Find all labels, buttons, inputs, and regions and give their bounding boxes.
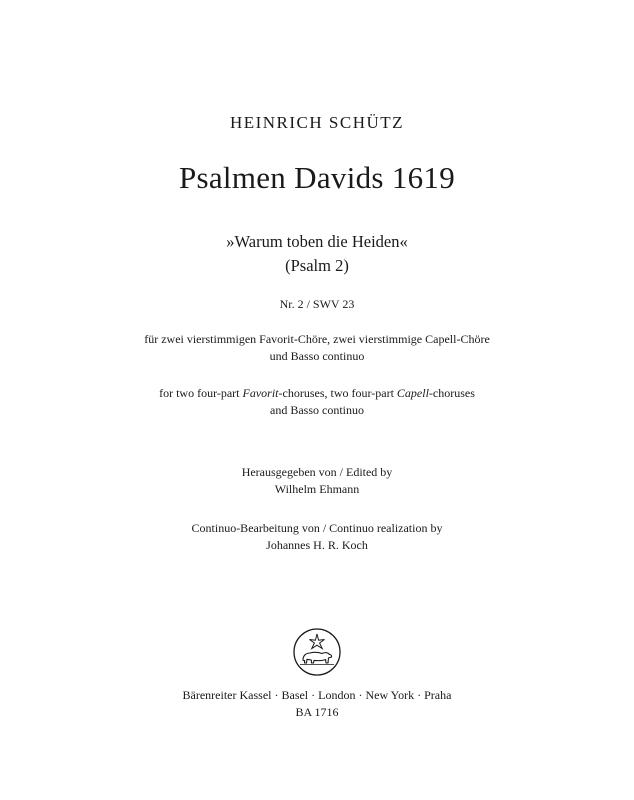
- publisher-imprint: Bärenreiter Kassel · Basel · London · New York · Praha: [182, 688, 452, 702]
- catalog-reference: Nr. 2 / SWV 23: [279, 297, 355, 311]
- scoring-english-capell: Capell: [396, 386, 429, 400]
- work-subtitle: »Warum toben die Heiden«: [226, 232, 408, 251]
- continuo-name: Johannes H. R. Koch: [266, 538, 368, 552]
- composer-name: HEINRICH SCHÜTZ: [229, 113, 405, 132]
- publisher-catalog-number: BA 1716: [295, 705, 339, 719]
- scoring-english-line-1: [0, 386, 634, 401]
- psalm-number: (Psalm 2): [285, 256, 349, 275]
- scoring-english-line-2: and Basso continuo: [270, 403, 364, 417]
- scoring-english-suffix: -choruses: [428, 386, 475, 400]
- work-title: Psalmen Davids 1619: [178, 160, 456, 195]
- scoring-english-favorit: Favorit: [242, 386, 279, 400]
- editor-label: Herausgegeben von / Edited by: [241, 465, 393, 479]
- baerenreiter-logo-icon: [292, 627, 342, 677]
- scoring-german-line-1: für zwei vierstimmigen Favorit-Chöre, zwei vierstimmige Capell-Chöre: [144, 332, 490, 346]
- editor-name: Wilhelm Ehmann: [274, 482, 360, 496]
- continuo-label: Continuo-Bearbeitung von / Continuo realization by: [191, 521, 443, 535]
- scoring-english-prefix: for two four-part: [159, 386, 243, 400]
- scoring-german-line-2: und Basso continuo: [269, 349, 365, 363]
- scoring-english-middle: -choruses, two four-part: [278, 386, 397, 400]
